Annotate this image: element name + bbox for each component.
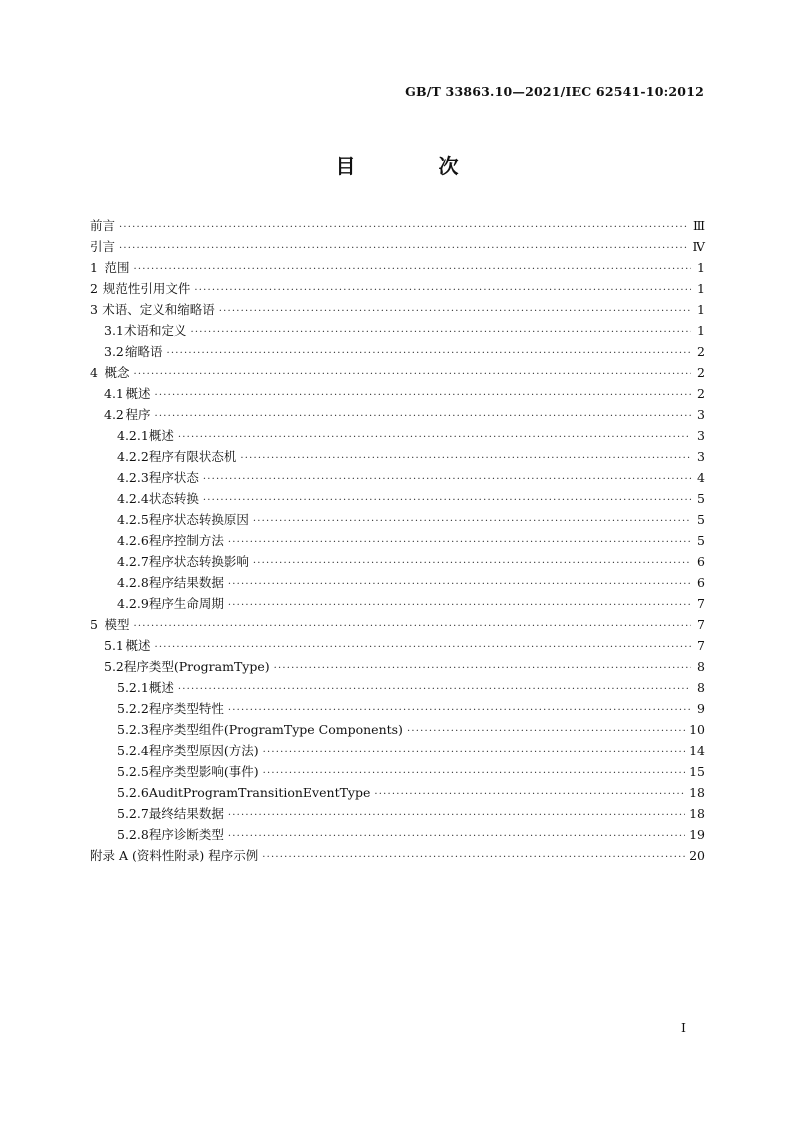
standard-code: GB/T 33863.10—2021/IEC 62541-10:2012 <box>405 84 704 99</box>
toc-entry-label: AuditProgramTransitionEventType <box>148 785 371 800</box>
toc-entry-number: 5.2.8 <box>117 827 149 842</box>
toc-entry-number: 4.2.5 <box>117 512 149 527</box>
toc-entry[interactable] <box>90 719 705 740</box>
toc-entry[interactable] <box>90 551 705 572</box>
toc-entry[interactable] <box>90 698 705 719</box>
toc-entry-label: 概述 <box>148 428 174 443</box>
toc-entry-label: 术语和定义 <box>124 323 187 338</box>
toc-entry-label: 状态转换 <box>148 491 199 506</box>
toc-entry-page: 10 <box>689 722 705 737</box>
toc-entry-label: 模型 <box>104 617 130 632</box>
toc-leader-dots <box>262 849 685 866</box>
toc-entry[interactable] <box>90 593 705 614</box>
toc-entry-label: 程序类型原因(方法) <box>148 743 259 758</box>
toc-leader-dots <box>194 282 691 299</box>
toc-leader-dots <box>374 786 685 803</box>
toc-entry-number: 5.2 <box>104 659 124 674</box>
toc-entry-number: 5.2.1 <box>117 680 149 695</box>
toc-entry[interactable] <box>90 824 705 845</box>
toc-entry-label: 概述 <box>125 638 151 653</box>
page-title: 目 次 <box>335 154 497 178</box>
toc-entry-label: 程序控制方法 <box>148 533 224 548</box>
toc-leader-dots <box>154 408 691 425</box>
toc-entry-page: 2 <box>697 365 705 380</box>
toc-leader-dots <box>133 366 691 383</box>
toc-entry-label: 最终结果数据 <box>148 806 224 821</box>
toc-entry[interactable] <box>90 425 705 446</box>
toc-leader-dots <box>133 618 691 635</box>
toc-entry-number: 4.2.2 <box>117 449 149 464</box>
toc-entry-label: 附录 A (资料性附录) 程序示例 <box>90 848 259 863</box>
toc-entry-page: 2 <box>697 386 705 401</box>
toc-entry-number: 5 <box>90 617 98 632</box>
toc-entry-label: 概述 <box>125 386 151 401</box>
toc-entry-page: 7 <box>697 596 705 611</box>
toc-entry-number: 4 <box>90 365 98 380</box>
toc-entry-page: 2 <box>697 344 705 359</box>
toc-entry-number: 3 <box>90 302 98 317</box>
toc-entry[interactable] <box>90 509 705 530</box>
toc-entry[interactable] <box>90 383 705 404</box>
toc-leader-dots <box>407 723 685 740</box>
toc-entry-number: 5.2.5 <box>117 764 149 779</box>
toc-entry-page: 7 <box>697 638 705 653</box>
toc-leader-dots <box>253 513 691 530</box>
toc-entry[interactable] <box>90 257 705 278</box>
toc-entry[interactable] <box>90 761 705 782</box>
toc-entry-page: 3 <box>697 449 705 464</box>
toc-entry[interactable] <box>90 782 705 803</box>
toc-entry-page: 1 <box>697 302 705 317</box>
toc-entry-page: Ⅳ <box>692 239 705 254</box>
toc-entry[interactable] <box>90 635 705 656</box>
toc-entry-number: 5.2.6 <box>117 785 149 800</box>
toc-leader-dots <box>219 303 691 320</box>
toc-entry-label: 程序类型(ProgramType) <box>123 659 270 674</box>
toc-entry-page: 5 <box>697 533 705 548</box>
toc-entry-number: 4.2.4 <box>117 491 149 506</box>
toc-leader-dots <box>133 261 691 278</box>
toc-leader-dots <box>228 597 691 614</box>
toc-entry-label: 缩略语 <box>125 344 163 359</box>
toc-leader-dots <box>263 744 686 761</box>
toc-leader-dots <box>228 807 685 824</box>
toc-entry-page: 3 <box>697 407 705 422</box>
toc-entry-page: 18 <box>689 785 705 800</box>
toc-entry-label: 程序生命周期 <box>148 596 224 611</box>
toc-leader-dots <box>203 492 691 509</box>
toc-entry-page: 7 <box>697 617 705 632</box>
toc-entry-page: 1 <box>697 281 705 296</box>
toc-leader-dots <box>253 555 691 572</box>
toc-entry-page: 20 <box>689 848 705 863</box>
toc-entry-number: 5.2.2 <box>117 701 149 716</box>
toc-entry-label: 范围 <box>104 260 130 275</box>
toc-entry-number: 5.2.7 <box>117 806 149 821</box>
toc-entry-page: 14 <box>689 743 705 758</box>
toc-entry-page: 1 <box>697 260 705 275</box>
toc-entry[interactable] <box>90 845 705 866</box>
toc-entry[interactable] <box>90 236 705 257</box>
toc-leader-dots <box>167 345 691 362</box>
toc-entry-number: 4.2 <box>104 407 124 422</box>
toc-leader-dots <box>154 639 691 656</box>
toc-entry[interactable] <box>90 803 705 824</box>
toc-entry-number: 5.1 <box>104 638 124 653</box>
toc-entry-page: 6 <box>697 554 705 569</box>
toc-leader-dots <box>228 702 691 719</box>
toc-entry-number: 3.2 <box>104 344 124 359</box>
toc-entry-number: 1 <box>90 260 98 275</box>
toc-entry-label: 程序状态转换影响 <box>148 554 249 569</box>
toc-entry-label: 术语、定义和缩略语 <box>102 302 215 317</box>
toc-entry-label: 程序状态转换原因 <box>148 512 249 527</box>
toc-entry[interactable] <box>90 530 705 551</box>
toc-entry-label: 程序结果数据 <box>148 575 224 590</box>
toc-entry-page: 18 <box>689 806 705 821</box>
toc-entry-label: 程序诊断类型 <box>148 827 224 842</box>
toc-leader-dots <box>228 534 691 551</box>
toc-entry-label: 程序状态 <box>148 470 199 485</box>
toc-entry-label: 程序有限状态机 <box>148 449 237 464</box>
toc-entry-number: 2 <box>90 281 98 296</box>
toc-entry-number: 4.2.6 <box>117 533 149 548</box>
toc-leader-dots <box>119 219 689 236</box>
toc-entry[interactable] <box>90 278 705 299</box>
toc-entry[interactable] <box>90 488 705 509</box>
toc-leader-dots <box>191 324 691 341</box>
toc-leader-dots <box>263 765 686 782</box>
toc-entry[interactable] <box>90 572 705 593</box>
table-of-contents <box>90 215 705 866</box>
toc-entry-page: 4 <box>697 470 705 485</box>
toc-leader-dots <box>178 429 691 446</box>
toc-entry-label: 规范性引用文件 <box>102 281 191 296</box>
toc-entry[interactable] <box>90 362 705 383</box>
toc-entry-page: 15 <box>689 764 705 779</box>
toc-entry-number: 5.2.4 <box>117 743 149 758</box>
toc-leader-dots <box>228 828 685 845</box>
toc-entry-label: 程序 <box>125 407 151 422</box>
toc-entry-label: 程序类型特性 <box>148 701 224 716</box>
toc-entry-page: 8 <box>697 680 705 695</box>
toc-entry-label: 程序类型影响(事件) <box>148 764 259 779</box>
toc-entry[interactable] <box>90 341 705 362</box>
toc-entry-number: 3.1 <box>104 323 124 338</box>
toc-entry-page: 5 <box>697 491 705 506</box>
toc-entry-number: 4.2.1 <box>117 428 149 443</box>
toc-entry-number: 4.2.9 <box>117 596 149 611</box>
toc-leader-dots <box>154 387 691 404</box>
toc-entry-page: 19 <box>689 827 705 842</box>
toc-entry[interactable] <box>90 656 705 677</box>
toc-entry-number: 4.2.7 <box>117 554 149 569</box>
toc-entry-label: 前言 <box>90 218 116 233</box>
toc-leader-dots <box>228 576 691 593</box>
toc-entry[interactable] <box>90 467 705 488</box>
page-number: I <box>681 1020 686 1035</box>
toc-leader-dots <box>119 240 688 257</box>
toc-entry[interactable] <box>90 446 705 467</box>
toc-entry-page: 9 <box>697 701 705 716</box>
toc-entry-page: 3 <box>697 428 705 443</box>
toc-entry-label: 概念 <box>104 365 130 380</box>
toc-entry[interactable] <box>90 215 705 236</box>
toc-entry-page: 6 <box>697 575 705 590</box>
toc-entry-page: Ⅲ <box>692 218 705 233</box>
toc-entry-label: 引言 <box>90 239 116 254</box>
toc-entry[interactable] <box>90 677 705 698</box>
toc-entry-page: 8 <box>697 659 705 674</box>
toc-entry-number: 4.2.3 <box>117 470 149 485</box>
toc-leader-dots <box>203 471 691 488</box>
toc-entry-number: 4.1 <box>104 386 124 401</box>
toc-leader-dots <box>274 660 691 677</box>
toc-leader-dots <box>178 681 691 698</box>
toc-entry[interactable] <box>90 740 705 761</box>
toc-entry-number: 4.2.8 <box>117 575 149 590</box>
toc-entry[interactable] <box>90 614 705 635</box>
toc-entry-page: 1 <box>697 323 705 338</box>
toc-entry-label: 概述 <box>148 680 174 695</box>
toc-entry[interactable] <box>90 404 705 425</box>
toc-leader-dots <box>240 450 691 467</box>
toc-entry-label: 程序类型组件(ProgramType Components) <box>148 722 403 737</box>
toc-entry-page: 5 <box>697 512 705 527</box>
toc-entry-number: 5.2.3 <box>117 722 149 737</box>
toc-entry[interactable] <box>90 299 705 320</box>
toc-entry[interactable] <box>90 320 705 341</box>
